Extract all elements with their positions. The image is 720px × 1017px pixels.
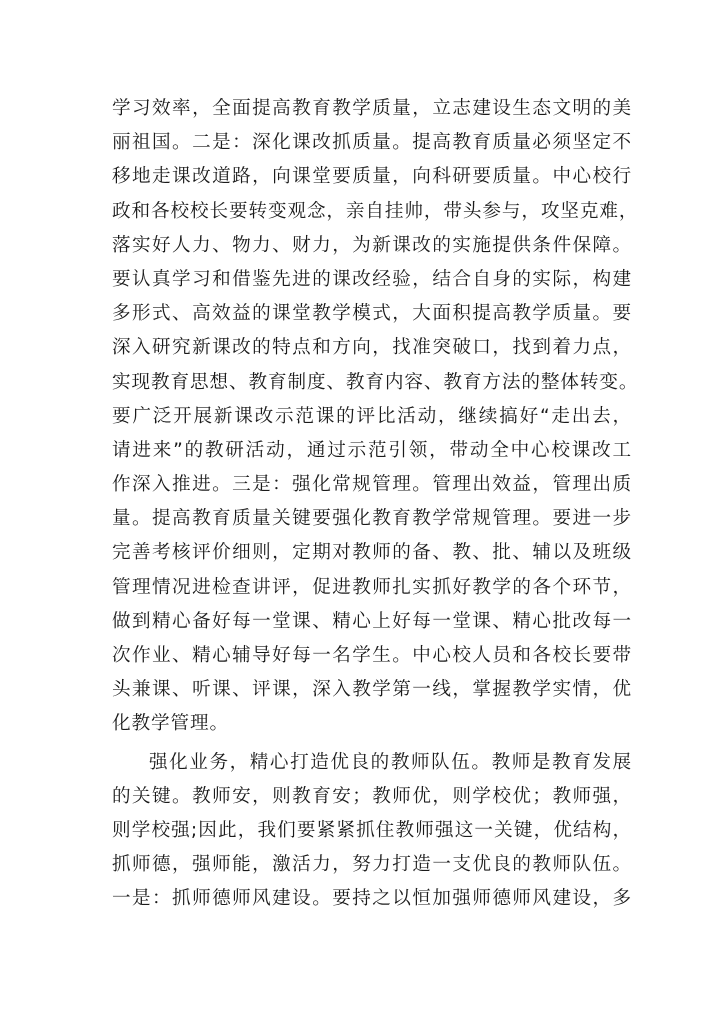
text-line: 抓师德，强师能，激活力，努力打造一支优良的教师队伍。 [112, 854, 632, 876]
text-line: 要认真学习和借鉴先进的课改经验，结合自身的实际，构建 [112, 268, 632, 290]
document-body [112, 92, 639, 917]
text-line: 管理情况进检查讲评，促进教师扎实抓好教学的各个环节， [112, 576, 632, 598]
text-line: 的关键。教师安，则教育安；教师优，则学校优；教师强， [112, 785, 632, 807]
text-line: 次作业、精心辅导好每一名学生。中心校人员和各校长要带 [112, 645, 632, 666]
paragraph-1 [112, 92, 639, 742]
paragraph-2 [112, 746, 632, 917]
text-line: 头兼课、听课、评课，深入教学第一线，掌握教学实情，优 [112, 679, 632, 701]
text-line: 要广泛开展新课改示范课的评比活动，继续搞好“走出去， [112, 405, 632, 427]
text-line: 多形式、高效益的课堂教学模式，大面积提高教学质量。要 [112, 303, 632, 325]
text-line: 做到精心备好每一堂课、精心上好每一堂课、精心批改每一 [112, 610, 632, 632]
text-line: 请进来”的教研活动，通过示范引领，带动全中心校课改工 [112, 439, 632, 461]
text-line: 学习效率，全面提高教育教学质量，立志建设生态文明的美 [112, 98, 632, 119]
text-line: 落实好人力、物力、财力，为新课改的实施提供条件保障。 [112, 234, 632, 256]
text-line: 化教学管理。 [112, 713, 229, 735]
text-line: 完善考核评价细则，定期对教师的备、教、批、辅以及班级 [112, 542, 632, 564]
text-line: 丽祖国。二是：深化课改抓质量。提高教育质量必须坚定不 [112, 132, 632, 154]
text-line: 强化业务，精心打造优良的教师队伍。教师是教育发展 [149, 751, 632, 773]
text-line: 政和各校校长要转变观念，亲自挂帅，带头参与，攻坚克难， [112, 200, 639, 222]
text-line: 一是：抓师德师风建设。要持之以恒加强师德师风建设，多 [112, 888, 632, 910]
text-line: 实现教育思想、教育制度、教育内容、教育方法的整体转变。 [112, 371, 639, 393]
text-line: 深入研究新课改的特点和方向，找准突破口，找到着力点， [112, 337, 632, 359]
text-line: 则学校强;因此，我们要紧紧抓住教师强这一关键，优结构， [112, 819, 632, 841]
text-line: 量。提高教育质量关键要强化教育教学常规管理。要进一步 [112, 508, 632, 530]
text-line: 移地走课改道路，向课堂要质量，向科研要质量。中心校行 [112, 166, 632, 188]
text-line: 作深入推进。三是：强化常规管理。管理出效益，管理出质 [112, 474, 632, 496]
